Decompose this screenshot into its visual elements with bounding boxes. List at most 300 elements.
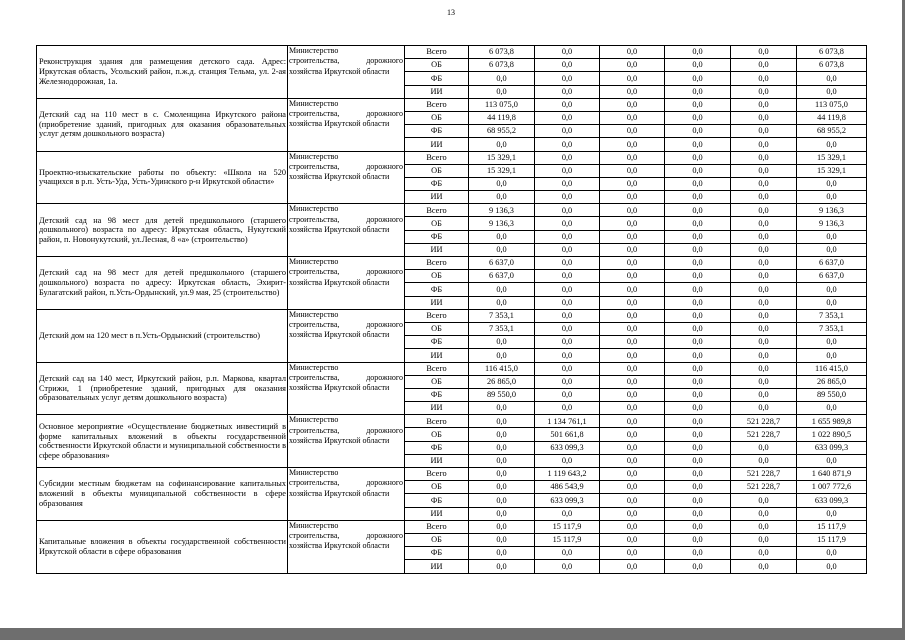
amount-cell: 486 543,9: [535, 481, 600, 494]
amount-cell: 0,0: [731, 125, 797, 138]
measure-name: Детский дом на 120 мест в п.Усть-Ордынский (строительство): [37, 309, 288, 362]
amount-cell: 0,0: [797, 230, 867, 243]
amount-cell: 113 075,0: [469, 98, 535, 111]
amount-cell: 0,0: [600, 59, 665, 72]
table-row: [37, 415, 867, 428]
amount-cell: 0,0: [600, 494, 665, 507]
amount-cell: 15 117,9: [797, 533, 867, 546]
amount-cell: 633 099,3: [797, 494, 867, 507]
amount-cell: 0,0: [535, 138, 600, 151]
funding-source-label: ИИ: [405, 138, 469, 151]
measure-name: Реконструкция здания для размещения детского сада. Адрес: Иркутская область, Усольский район, п.ж.д. станция Тельма, ул. 2-ая Железнодорожная, 1а.: [37, 46, 288, 99]
funding-source-label: ФБ: [405, 125, 469, 138]
amount-cell: 68 955,2: [797, 125, 867, 138]
amount-cell: 0,0: [535, 375, 600, 388]
amount-cell: 0,0: [600, 283, 665, 296]
amount-cell: 0,0: [600, 454, 665, 467]
amount-cell: 0,0: [469, 441, 535, 454]
funding-source-label: ОБ: [405, 59, 469, 72]
amount-cell: 0,0: [535, 322, 600, 335]
amount-cell: 0,0: [665, 322, 731, 335]
amount-cell: 0,0: [469, 520, 535, 533]
amount-cell: 0,0: [731, 494, 797, 507]
amount-cell: 0,0: [600, 191, 665, 204]
funding-source-label: ИИ: [405, 191, 469, 204]
amount-cell: 15 329,1: [469, 164, 535, 177]
amount-cell: 15 117,9: [535, 520, 600, 533]
responsible-org: Министерство строительства, дорожного хозяйства Иркутской области: [288, 204, 405, 257]
amount-cell: 0,0: [731, 454, 797, 467]
amount-cell: 0,0: [535, 283, 600, 296]
amount-cell: 0,0: [731, 520, 797, 533]
amount-cell: 0,0: [600, 309, 665, 322]
amount-cell: 0,0: [665, 296, 731, 309]
amount-cell: 0,0: [469, 283, 535, 296]
amount-cell: 0,0: [665, 164, 731, 177]
amount-cell: 0,0: [665, 257, 731, 270]
amount-cell: 0,0: [731, 309, 797, 322]
amount-cell: 1 134 761,1: [535, 415, 600, 428]
amount-cell: 0,0: [665, 428, 731, 441]
funding-source-label: ОБ: [405, 164, 469, 177]
funding-source-label: ОБ: [405, 322, 469, 335]
amount-cell: 6 073,8: [797, 59, 867, 72]
amount-cell: 0,0: [665, 125, 731, 138]
amount-cell: 0,0: [469, 468, 535, 481]
table-row: [37, 204, 867, 217]
amount-cell: 0,0: [469, 560, 535, 573]
amount-cell: 0,0: [665, 177, 731, 190]
amount-cell: 0,0: [469, 494, 535, 507]
amount-cell: 0,0: [600, 138, 665, 151]
amount-cell: 0,0: [665, 533, 731, 546]
amount-cell: 0,0: [535, 349, 600, 362]
amount-cell: 0,0: [535, 151, 600, 164]
table-row: [37, 362, 867, 375]
amount-cell: 1 119 643,2: [535, 468, 600, 481]
amount-cell: 6 637,0: [469, 270, 535, 283]
amount-cell: 9 136,3: [469, 204, 535, 217]
amount-cell: 0,0: [731, 441, 797, 454]
amount-cell: 7 353,1: [797, 322, 867, 335]
amount-cell: 0,0: [469, 481, 535, 494]
responsible-org: Министерство строительства, дорожного хозяйства Иркутской области: [288, 151, 405, 204]
page-number: 13: [447, 8, 455, 17]
amount-cell: 0,0: [469, 507, 535, 520]
measure-name: Капитальные вложения в объекты государственной собственности Иркутской области в сфере образования: [37, 520, 288, 573]
amount-cell: 0,0: [600, 507, 665, 520]
amount-cell: 633 099,3: [535, 494, 600, 507]
amount-cell: 0,0: [731, 296, 797, 309]
amount-cell: 0,0: [731, 270, 797, 283]
funding-source-label: Всего: [405, 362, 469, 375]
funding-source-label: ИИ: [405, 402, 469, 415]
funding-source-label: ИИ: [405, 243, 469, 256]
amount-cell: 113 075,0: [797, 98, 867, 111]
amount-cell: 1 022 890,5: [797, 428, 867, 441]
table-row: [37, 309, 867, 322]
funding-source-label: ФБ: [405, 547, 469, 560]
amount-cell: 0,0: [665, 270, 731, 283]
amount-cell: 0,0: [469, 428, 535, 441]
amount-cell: 0,0: [797, 283, 867, 296]
amount-cell: 0,0: [535, 257, 600, 270]
responsible-org: Министерство строительства, дорожного хозяйства Иркутской области: [288, 98, 405, 151]
amount-cell: 521 228,7: [731, 481, 797, 494]
amount-cell: 0,0: [731, 349, 797, 362]
responsible-org: Министерство строительства, дорожного хозяйства Иркутской области: [288, 362, 405, 415]
funding-source-label: Всего: [405, 98, 469, 111]
amount-cell: 0,0: [731, 402, 797, 415]
measure-name: Проектно-изыскательские работы по объекту: «Школа на 520 учащихся в р.п. Усть-Уда, Усть-Удинского р-н Иркутской области»: [37, 151, 288, 204]
funding-source-label: ИИ: [405, 296, 469, 309]
amount-cell: 6 637,0: [797, 270, 867, 283]
amount-cell: 0,0: [665, 454, 731, 467]
amount-cell: 0,0: [665, 468, 731, 481]
amount-cell: 0,0: [469, 243, 535, 256]
amount-cell: 0,0: [535, 59, 600, 72]
amount-cell: 0,0: [600, 428, 665, 441]
funding-source-label: ИИ: [405, 349, 469, 362]
amount-cell: 0,0: [665, 507, 731, 520]
responsible-org: Министерство строительства, дорожного хозяйства Иркутской области: [288, 415, 405, 468]
amount-cell: 0,0: [797, 402, 867, 415]
responsible-org: Министерство строительства, дорожного хозяйства Иркутской области: [288, 468, 405, 521]
amount-cell: 0,0: [600, 177, 665, 190]
table-body: [37, 46, 867, 574]
amount-cell: 0,0: [535, 362, 600, 375]
amount-cell: 26 865,0: [469, 375, 535, 388]
amount-cell: 0,0: [797, 72, 867, 85]
amount-cell: 0,0: [731, 164, 797, 177]
amount-cell: 0,0: [600, 322, 665, 335]
amount-cell: 0,0: [469, 533, 535, 546]
funding-source-label: Всего: [405, 520, 469, 533]
responsible-org: Министерство строительства, дорожного хозяйства Иркутской области: [288, 257, 405, 310]
funding-source-label: ОБ: [405, 111, 469, 124]
amount-cell: 0,0: [600, 415, 665, 428]
amount-cell: 0,0: [731, 151, 797, 164]
funding-source-label: Всего: [405, 257, 469, 270]
amount-cell: 521 228,7: [731, 415, 797, 428]
funding-source-label: Всего: [405, 309, 469, 322]
amount-cell: 6 073,8: [469, 46, 535, 59]
amount-cell: 9 136,3: [797, 217, 867, 230]
amount-cell: 633 099,3: [535, 441, 600, 454]
amount-cell: 0,0: [665, 494, 731, 507]
amount-cell: 44 119,8: [797, 111, 867, 124]
amount-cell: 0,0: [797, 191, 867, 204]
amount-cell: 0,0: [600, 270, 665, 283]
funding-source-label: ОБ: [405, 270, 469, 283]
amount-cell: 0,0: [731, 388, 797, 401]
amount-cell: 0,0: [600, 533, 665, 546]
amount-cell: 633 099,3: [797, 441, 867, 454]
amount-cell: 15 117,9: [535, 533, 600, 546]
amount-cell: 15 329,1: [797, 164, 867, 177]
amount-cell: 0,0: [665, 204, 731, 217]
amount-cell: 0,0: [600, 72, 665, 85]
budget-table: [36, 45, 867, 574]
amount-cell: 0,0: [665, 441, 731, 454]
amount-cell: 0,0: [535, 125, 600, 138]
amount-cell: 0,0: [797, 177, 867, 190]
amount-cell: 0,0: [665, 547, 731, 560]
amount-cell: 0,0: [731, 560, 797, 573]
amount-cell: 89 550,0: [797, 388, 867, 401]
measure-name: Детский сад на 98 мест для детей предшкольного (старшего дошкольного) возраста по адресу: Иркутская область, Эхирит-Булагатский район, п.Усть-Ордынский, ул.9 мая, 25 (строительство): [37, 257, 288, 310]
funding-source-label: ФБ: [405, 72, 469, 85]
amount-cell: 0,0: [469, 191, 535, 204]
amount-cell: 0,0: [665, 151, 731, 164]
amount-cell: 521 228,7: [731, 428, 797, 441]
amount-cell: 0,0: [797, 349, 867, 362]
amount-cell: 0,0: [535, 336, 600, 349]
amount-cell: 44 119,8: [469, 111, 535, 124]
amount-cell: 1 640 871,9: [797, 468, 867, 481]
amount-cell: 0,0: [469, 230, 535, 243]
amount-cell: 0,0: [600, 468, 665, 481]
table-row: [37, 98, 867, 111]
funding-source-label: ИИ: [405, 507, 469, 520]
amount-cell: 0,0: [731, 507, 797, 520]
amount-cell: 0,0: [535, 402, 600, 415]
funding-source-label: ФБ: [405, 283, 469, 296]
amount-cell: 0,0: [469, 177, 535, 190]
amount-cell: 0,0: [600, 257, 665, 270]
amount-cell: 0,0: [731, 243, 797, 256]
amount-cell: 0,0: [665, 415, 731, 428]
amount-cell: 0,0: [600, 336, 665, 349]
amount-cell: 0,0: [600, 164, 665, 177]
amount-cell: 0,0: [731, 59, 797, 72]
amount-cell: 0,0: [469, 296, 535, 309]
amount-cell: 0,0: [535, 230, 600, 243]
amount-cell: 89 550,0: [469, 388, 535, 401]
amount-cell: 0,0: [665, 481, 731, 494]
amount-cell: 0,0: [731, 547, 797, 560]
amount-cell: 0,0: [600, 375, 665, 388]
amount-cell: 0,0: [797, 507, 867, 520]
table-row: [37, 468, 867, 481]
amount-cell: 7 353,1: [469, 309, 535, 322]
funding-source-label: ФБ: [405, 494, 469, 507]
amount-cell: 0,0: [600, 547, 665, 560]
amount-cell: 0,0: [665, 362, 731, 375]
amount-cell: 0,0: [535, 98, 600, 111]
amount-cell: 15 117,9: [797, 520, 867, 533]
amount-cell: 0,0: [797, 138, 867, 151]
responsible-org: Министерство строительства, дорожного хозяйства Иркутской области: [288, 309, 405, 362]
amount-cell: 7 353,1: [797, 309, 867, 322]
funding-source-label: ОБ: [405, 481, 469, 494]
amount-cell: 6 073,8: [469, 59, 535, 72]
funding-source-label: Всего: [405, 415, 469, 428]
funding-source-label: Всего: [405, 46, 469, 59]
amount-cell: 0,0: [600, 111, 665, 124]
amount-cell: 0,0: [600, 243, 665, 256]
funding-source-label: ИИ: [405, 85, 469, 98]
amount-cell: 0,0: [665, 402, 731, 415]
amount-cell: 0,0: [731, 217, 797, 230]
amount-cell: 0,0: [535, 204, 600, 217]
amount-cell: 0,0: [535, 164, 600, 177]
amount-cell: 0,0: [600, 349, 665, 362]
funding-source-label: ИИ: [405, 454, 469, 467]
measure-name: Основное мероприятие «Осуществление бюджетных инвестиций в форме капитальных вложений в объекты государственной собственности Иркутской области и муниципальной собственности в сфере образования»: [37, 415, 288, 468]
funding-source-label: ОБ: [405, 375, 469, 388]
amount-cell: 0,0: [600, 151, 665, 164]
amount-cell: 0,0: [731, 375, 797, 388]
measure-name: Детский сад на 140 мест, Иркутский район, р.п. Маркова, квартал Стрижи, 1 (приобретение зданий, пригодных для оказания образовательных услуг детям дошкольного возраста): [37, 362, 288, 415]
amount-cell: 0,0: [731, 257, 797, 270]
funding-source-label: ФБ: [405, 388, 469, 401]
amount-cell: 116 415,0: [469, 362, 535, 375]
amount-cell: 0,0: [469, 72, 535, 85]
amount-cell: 501 661,8: [535, 428, 600, 441]
amount-cell: 0,0: [469, 85, 535, 98]
amount-cell: 0,0: [797, 454, 867, 467]
amount-cell: 0,0: [665, 520, 731, 533]
amount-cell: 0,0: [600, 98, 665, 111]
amount-cell: 0,0: [665, 336, 731, 349]
amount-cell: 0,0: [469, 349, 535, 362]
amount-cell: 0,0: [469, 336, 535, 349]
amount-cell: 0,0: [600, 46, 665, 59]
amount-cell: 0,0: [665, 560, 731, 573]
amount-cell: 0,0: [600, 388, 665, 401]
amount-cell: 0,0: [535, 85, 600, 98]
amount-cell: 0,0: [535, 177, 600, 190]
amount-cell: 0,0: [469, 402, 535, 415]
amount-cell: 0,0: [731, 336, 797, 349]
amount-cell: 0,0: [535, 507, 600, 520]
funding-source-label: ОБ: [405, 533, 469, 546]
amount-cell: 6 073,8: [797, 46, 867, 59]
amount-cell: 0,0: [665, 375, 731, 388]
funding-source-label: ФБ: [405, 177, 469, 190]
amount-cell: 0,0: [600, 296, 665, 309]
amount-cell: 0,0: [600, 85, 665, 98]
amount-cell: 0,0: [535, 560, 600, 573]
amount-cell: 0,0: [731, 322, 797, 335]
amount-cell: 0,0: [665, 243, 731, 256]
responsible-org: Министерство строительства, дорожного хозяйства Иркутской области: [288, 46, 405, 99]
amount-cell: 0,0: [665, 85, 731, 98]
amount-cell: 0,0: [600, 217, 665, 230]
measure-name: Детский сад на 98 мест для детей предшкольного (старшего дошкольного) возраста по адресу: Иркутская область, Нукутский район, п. Новонукутский, ул.Лесная, 8 «а» (строительство): [37, 204, 288, 257]
amount-cell: 0,0: [665, 309, 731, 322]
amount-cell: 0,0: [731, 72, 797, 85]
funding-source-label: Всего: [405, 204, 469, 217]
amount-cell: 15 329,1: [797, 151, 867, 164]
amount-cell: 6 637,0: [797, 257, 867, 270]
measure-name: Детский сад на 110 мест в с. Смоленщина Иркутского района (приобретение зданий, пригодных для оказания образовательных услуг детям дошкольного возраста): [37, 98, 288, 151]
table-row: [37, 520, 867, 533]
amount-cell: 521 228,7: [731, 468, 797, 481]
funding-source-label: Всего: [405, 151, 469, 164]
amount-cell: 0,0: [535, 111, 600, 124]
amount-cell: 0,0: [469, 547, 535, 560]
amount-cell: 0,0: [600, 560, 665, 573]
amount-cell: 0,0: [731, 533, 797, 546]
amount-cell: 0,0: [665, 283, 731, 296]
amount-cell: 7 353,1: [469, 322, 535, 335]
amount-cell: 0,0: [665, 191, 731, 204]
amount-cell: 0,0: [665, 388, 731, 401]
amount-cell: 0,0: [600, 204, 665, 217]
amount-cell: 0,0: [665, 98, 731, 111]
amount-cell: 0,0: [665, 230, 731, 243]
amount-cell: 0,0: [731, 230, 797, 243]
amount-cell: 0,0: [469, 138, 535, 151]
amount-cell: 0,0: [731, 283, 797, 296]
amount-cell: 0,0: [797, 547, 867, 560]
amount-cell: 0,0: [731, 85, 797, 98]
amount-cell: 0,0: [731, 191, 797, 204]
amount-cell: 0,0: [731, 98, 797, 111]
amount-cell: 0,0: [665, 59, 731, 72]
amount-cell: 0,0: [535, 46, 600, 59]
funding-source-label: ИИ: [405, 560, 469, 573]
amount-cell: 0,0: [535, 388, 600, 401]
amount-cell: 0,0: [665, 111, 731, 124]
amount-cell: 0,0: [797, 243, 867, 256]
funding-source-label: ФБ: [405, 441, 469, 454]
amount-cell: 0,0: [731, 204, 797, 217]
amount-cell: 9 136,3: [797, 204, 867, 217]
amount-cell: 0,0: [469, 415, 535, 428]
funding-source-label: Всего: [405, 468, 469, 481]
amount-cell: 0,0: [535, 72, 600, 85]
amount-cell: 6 637,0: [469, 257, 535, 270]
amount-cell: 0,0: [665, 349, 731, 362]
responsible-org: Министерство строительства, дорожного хозяйства Иркутской области: [288, 520, 405, 573]
amount-cell: 1 655 989,8: [797, 415, 867, 428]
amount-cell: 0,0: [665, 138, 731, 151]
amount-cell: 0,0: [797, 85, 867, 98]
funding-source-label: ФБ: [405, 336, 469, 349]
amount-cell: 0,0: [469, 454, 535, 467]
table-row: [37, 46, 867, 59]
amount-cell: 0,0: [731, 362, 797, 375]
amount-cell: 0,0: [535, 191, 600, 204]
amount-cell: 0,0: [535, 296, 600, 309]
amount-cell: 0,0: [535, 217, 600, 230]
amount-cell: 0,0: [600, 362, 665, 375]
amount-cell: 0,0: [600, 441, 665, 454]
amount-cell: 0,0: [535, 454, 600, 467]
amount-cell: 0,0: [797, 296, 867, 309]
amount-cell: 0,0: [731, 111, 797, 124]
amount-cell: 68 955,2: [469, 125, 535, 138]
measure-name: Субсидии местным бюджетам на софинансирование капитальных вложений в объекты муниципальной собственности в сфере образования: [37, 468, 288, 521]
amount-cell: 0,0: [535, 547, 600, 560]
amount-cell: 0,0: [600, 481, 665, 494]
amount-cell: 0,0: [535, 270, 600, 283]
amount-cell: 9 136,3: [469, 217, 535, 230]
amount-cell: 26 865,0: [797, 375, 867, 388]
funding-source-label: ФБ: [405, 230, 469, 243]
amount-cell: 0,0: [600, 520, 665, 533]
funding-source-label: ОБ: [405, 217, 469, 230]
table-row: [37, 257, 867, 270]
amount-cell: 1 007 772,6: [797, 481, 867, 494]
amount-cell: 0,0: [731, 46, 797, 59]
amount-cell: 0,0: [600, 125, 665, 138]
amount-cell: 0,0: [665, 46, 731, 59]
amount-cell: 0,0: [665, 217, 731, 230]
